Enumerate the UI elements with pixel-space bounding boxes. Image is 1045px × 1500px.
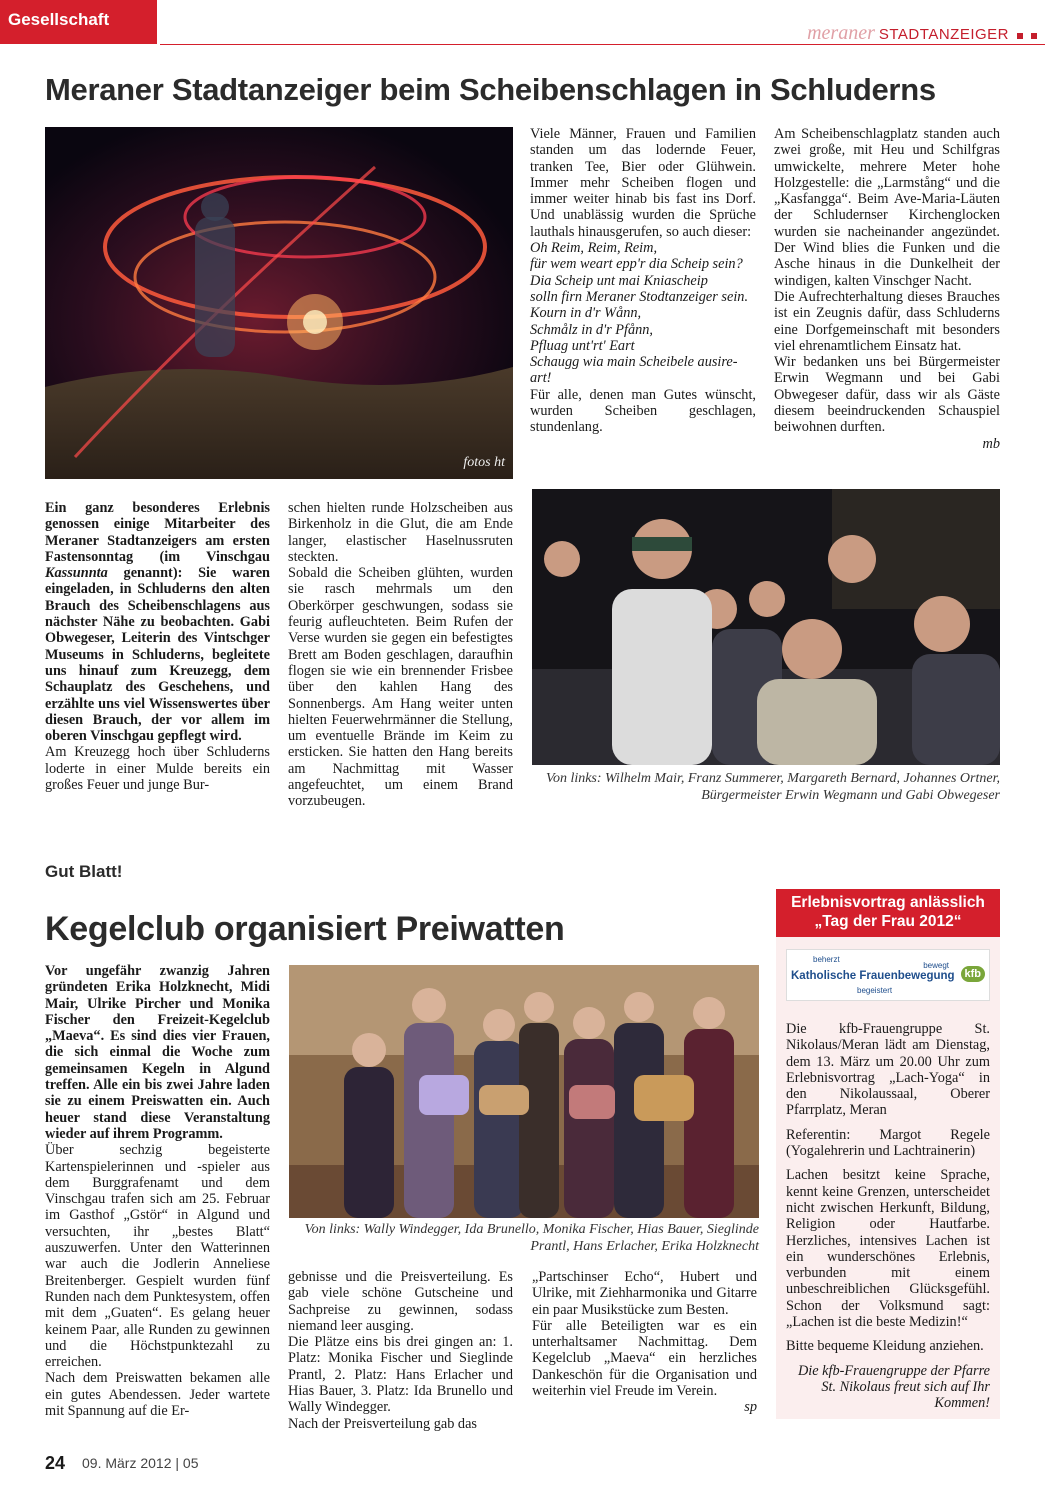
article1-headline: Meraner Stadtanzeiger beim Scheibenschlagen in Schluderns [45, 72, 936, 107]
paragraph: Am Scheibenschlagplatz standen auch zwei große, mit Heu und Schilfgras umwickelte, mehrere Meter hohe Holzgestelle: die „Larmstång“ und die „Kasfangga“. Beim Ave-Maria-Läuten der Schludernser Kirchenglocken wurden sie nacheinander angezündet. Der Wind blies die Funken und die Asche hinaus in die Dunkelheit der windigen, kalten Vinschger Nacht. [774, 126, 1000, 289]
paragraph: Wir bedanken uns bei Bürgermeister Erwin Wegmann und bei Gabi Obwegeser dafür, dass wir als Gäste diesem beeindruckenden Schauspiel beiwohnen durften. [774, 354, 1000, 436]
article1-column-1 [45, 500, 270, 793]
paragraph: Die Aufrechterhaltung dieses Brauches ist ein Zeugnis dafür, dass Schluderns eine Dorfgemeinschaft mit besonders viel ehrenamtlichem Einsatz hat. [774, 288, 1000, 354]
paragraph: Nach der Preisverteilung gab das [288, 1415, 477, 1432]
kegelclub-group-photo [289, 965, 759, 1218]
author-signature: mb [982, 435, 1000, 452]
verse-line: für wem weart epp'r dia Scheip sein? [530, 256, 743, 273]
group-photo-caption: Von links: Wilhelm Mair, Franz Summerer, Margareth Bernard, Johannes Ortner, Bürgermeister Erwin Wegmann und Gabi Obwegeser [545, 771, 1000, 803]
logo-tagline: begeistert [857, 986, 893, 995]
article1-column-2 [288, 500, 513, 810]
masthead-square-icon [1017, 33, 1023, 39]
kfb-badge-icon: kfb [961, 966, 986, 982]
verse-line: Dia Scheip unt mai Kniascheip [530, 272, 708, 289]
verse-line: Kourn in d'r Wånn, [530, 305, 642, 322]
paragraph: Viele Männer, Frauen und Familien standen um das lodernde Feuer, tranken Tee, Bier oder Glühwein. Immer mehr Scheiben flogen und immer weiter hinab bis fast ins Dorf. Und unablässig wurden die Sprüche lauthals hinausgerufen, so auch dieser: [530, 126, 756, 240]
paragraph: schen hielten runde Holzscheiben aus Birkenholz in die Glut, die am Ende langer, elastischer Haselnussruten steckten. [288, 500, 513, 565]
article1-column-4 [774, 126, 1000, 452]
paragraph: „Partschinser Echo“, Hubert und Ulrike, mit Ziehharmonika und Gitarre ein paar Musikstücke zum Besten. [532, 1269, 757, 1318]
verse-line: Oh Reim, Reim, Reim, [530, 240, 658, 257]
group-photo-scheibenschlagen [532, 489, 1000, 765]
issue-date: 09. März 2012 | 05 [82, 1455, 199, 1471]
article2-kicker: Gut Blatt! [45, 862, 123, 881]
paragraph: Sobald die Scheiben glühten, wurden sie rasch mehrmals um den Oberkörper geschwungen, sodass sie feurig aufleuchteten. Beim Rufen der Verse wurden sie gegen ein befestigtes Brett am Boden geschlagen, daraufhin flogen sie wie ein brennender Frisbee über den kahlen Hang des Sonnenbergs. Am Hang weiter unten hielten Feuerwehrmänner die Stellung, um eventuelle Brände im Keim zu ersticken. Sie hatten den Hang bereits am Nachmittag mit Wasser angefeuchtet, um einem Brand vorzubeugen. [288, 565, 513, 810]
logo-tagline: bewegt [923, 961, 949, 970]
article2-column-1 [45, 963, 270, 1419]
article1-column-3 [530, 126, 756, 436]
paragraph: Lachen besitzt keine Sprache, kennt keine Grenzen, unterscheidet nicht zwischen Herkunft, Bildung, Religion oder Hautfarbe. Herzliches, intensives Lachen ist ein wunderschönes Erlebnis, verbunden mit einem unbeschreiblichen Glücksgefühl. Schon der Volksmund sagt: „Lachen ist die beste Medizin!“ [786, 1167, 990, 1331]
logo-name: Katholische Frauenbewegung [791, 970, 955, 982]
page-number: 24 [45, 1453, 66, 1473]
masthead-brand: meraner [807, 22, 875, 44]
paragraph: Nach dem Preiswatten bekamen alle ein gutes Abendessen. Jeder wartete mit Spannung auf die Er- [45, 1370, 270, 1420]
article2-headline: Kegelclub organisiert Preiwatten [45, 910, 565, 948]
sidebar-closing: Die kfb-Frauengruppe der Pfarre St. Nikolaus freut sich auf Ihr Kommen! [797, 1362, 990, 1412]
article2-column-2 [288, 1269, 513, 1432]
fire-wheel-photo [45, 127, 513, 479]
kegelclub-photo-caption: Von links: Wally Windegger, Ida Brunello, Monika Fischer, Hias Bauer, Sieglinde Prantl, Hans Erlacher, Erika Holzknecht [304, 1222, 759, 1254]
article2-column-3 [532, 1269, 757, 1416]
logo-tagline: beherzt [813, 955, 840, 964]
paragraph: Für alle, denen man Gutes wünscht, wurden Scheiben geschlagen, stundenlang. [530, 386, 756, 436]
masthead-title: STADTANZEIGER [878, 26, 1009, 43]
author-signature: sp [744, 1399, 757, 1416]
masthead [807, 22, 1037, 45]
kfb-logo [786, 949, 990, 1001]
event-sidebar [776, 889, 1000, 1419]
paragraph: Referentin: Margot Regele (Yogalehrerin und Lachtrainerin) [786, 1126, 990, 1160]
paragraph: Über sechzig begeisterte Kartenspielerinnen und -spieler aus dem Burggrafenamt und dem Vinschgau trafen sich am 25. Februar im Gasthof „Gstör“ in Algund und versuchten, ihr „bestes Blatt“ auszuwerfen. Unter den Watterinnen war auch die Jodlerin Anneliese Breitenberger. Gespielt wurden fünf Runden nach dem Punktesystem, offen mit dem „Guaten“. Es gelang heuer keinem Paar, alle Runden zu gewinnen und die Höchstpunktezahl zu erreichen. [45, 1142, 270, 1371]
header-rule [160, 44, 1045, 45]
masthead-square-icon [1031, 33, 1037, 39]
paragraph: Die kfb-Frauengruppe St. Nikolaus/Meran lädt am Dienstag, dem 13. März um 20.00 Uhr zum Erlebnisvortrag „Lach-Yoga“ in den Nikolaussaal, Oberer Pfarrplatz, Meran [786, 1021, 990, 1119]
section-label: Gesellschaft [0, 0, 157, 44]
photo-credit: fotos ht [463, 455, 505, 470]
paragraph: gebnisse und die Preisverteilung. Es gab viele schöne Gutscheine und Sachpreise zu gewinnen, sodass niemand leer ausging. [288, 1269, 513, 1334]
lead-paragraph: Ein ganz besonderes Erlebnis genossen einige Mitarbeiter des Meraner Stadtanzeigers am ersten Fastensonntag (im Vinschgau Kassunnta genannt): Sie waren eingeladen, in Schluderns den alten Brauch des Scheibenschlagens aus nächster Nähe zu beobachten. Gabi Obwegeser, Leiterin des Vintschger Museums in Schluderns, begleitete uns hinauf zum Kreuzegg, dem Schauplatz des Geschehens, und erzählte uns viel Wissenswertes über diesen Brauch, der vor allem im oberen Vinschgau gepflegt wird. [45, 500, 270, 745]
paragraph: Die Plätze eins bis drei gingen an: 1. Platz: Monika Fischer und Sieglinde Prantl, 2. Platz: Hans Erlacher und Hias Bauer, 3. Platz: Ida Brunello und Wally Windegger. [288, 1334, 513, 1416]
paragraph: Bitte bequeme Kleidung anziehen. [786, 1338, 984, 1355]
paragraph: Am Kreuzegg hoch über Schluderns loderte in einer Mulde bereits ein großes Feuer und junge Bur- [45, 744, 270, 794]
verse-line: Schmålz in d'r Pfånn, [530, 321, 653, 338]
paragraph: Für alle Beteiligten war es ein unterhaltsamer Nachmittag. Dem Kegelclub „Maeva“ ein herzliches Dankeschön für die Organisation und weiterhin viel Freude im Verein. [532, 1317, 757, 1400]
sidebar-title: Erlebnisvortrag anlässlich „Tag der Frau 2012“ [776, 889, 1000, 937]
lead-paragraph: Vor ungefähr zwanzig Jahren gründeten Erika Holzknecht, Midi Mair, Ulrike Pircher und Monika Fischer den Freizeit-Kegelclub „Maeva“. Es sind dies vier Frauen, die sich einmal die Woche zum gemeinsamen Kegeln in Algund treffen. Alle ein bis zwei Jahre laden sie zu einem Preiswatten ein. Auch heuer stand diese Veranstaltung wieder auf ihrem Programm. [45, 963, 270, 1142]
verse-line: solln firn Meraner Stodtanzeiger sein. [530, 288, 749, 305]
verse-line: Pfluag unt'rt' Eart [530, 337, 635, 354]
verse-line: Schaugg wia main Scheibele ausire-art! [530, 354, 738, 387]
